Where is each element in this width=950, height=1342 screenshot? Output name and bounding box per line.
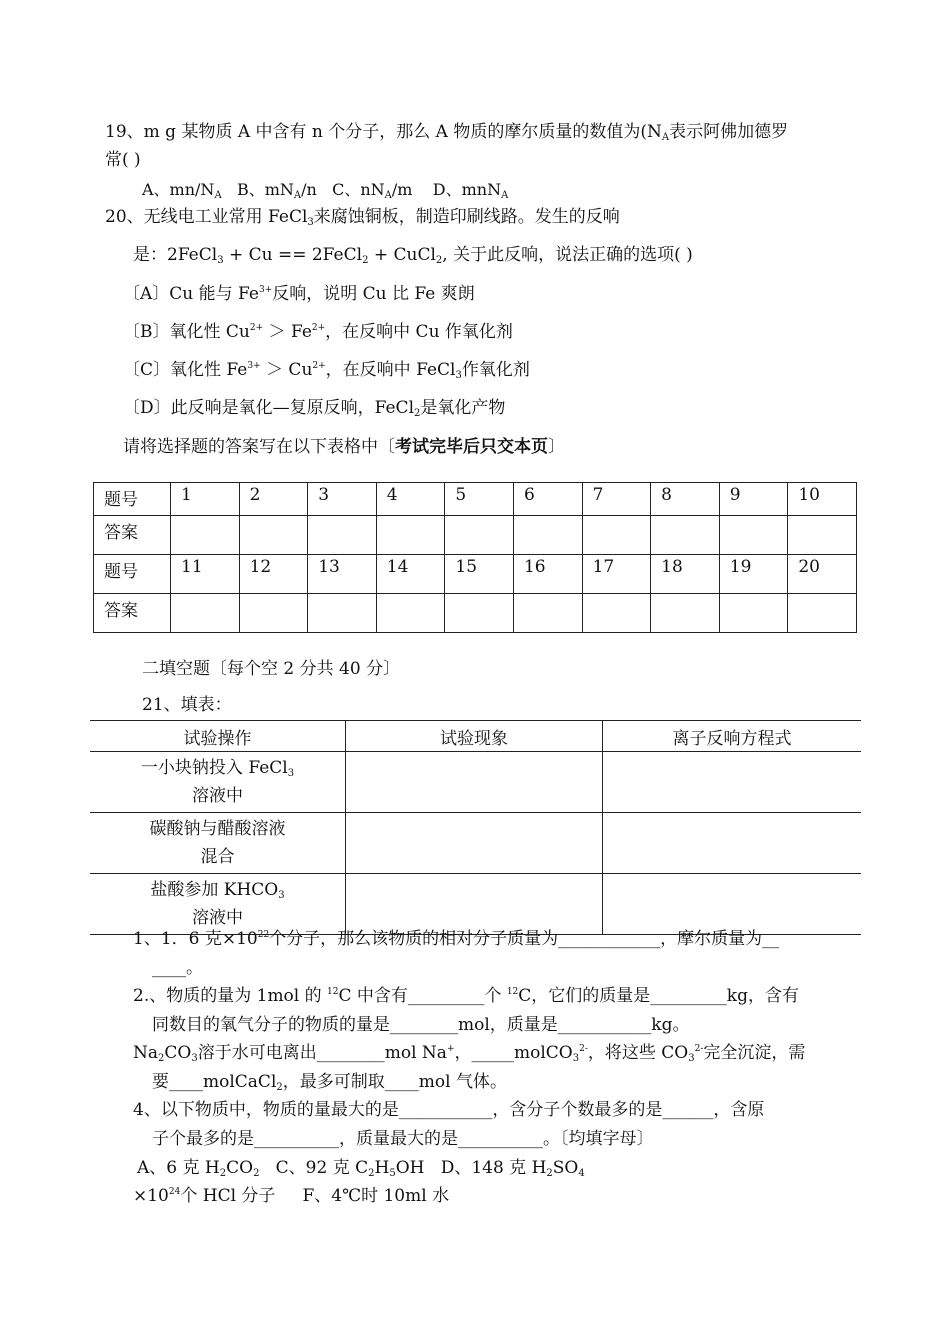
problem-4-options xyxy=(137,1157,585,1179)
answer-cell[interactable] xyxy=(171,516,240,555)
equation-cell[interactable] xyxy=(603,813,862,874)
answer-cell[interactable] xyxy=(308,594,377,633)
phenomenon-cell[interactable] xyxy=(346,752,603,813)
answer-cell[interactable] xyxy=(239,516,308,555)
option-e: $\times 10^{24}$个 HCl 分子 xyxy=(133,1186,276,1206)
section-title: 二填空题〔每个空 2 分共 40 分〕 xyxy=(142,659,401,679)
question-number: 17 xyxy=(582,555,651,594)
q19-options xyxy=(142,179,508,201)
answer-cell[interactable] xyxy=(376,594,445,633)
q19-option-c: C、$nN_A/m$ xyxy=(332,180,413,201)
answer-cell[interactable] xyxy=(582,516,651,555)
table-row xyxy=(94,516,857,555)
question-number: 7 xyxy=(582,483,651,516)
column-header: 试验现象 xyxy=(346,721,603,752)
answer-cell[interactable] xyxy=(582,594,651,633)
answer-cell[interactable] xyxy=(376,516,445,555)
option-d: D、148 克 $H_2SO_4$ xyxy=(440,1158,585,1179)
question-number: 11 xyxy=(171,555,240,594)
problem-2-cont: 同数目的氧气分子的物质的量是________mol，质量是___________kg。 xyxy=(152,1015,690,1035)
question-number: 8 xyxy=(651,483,720,516)
problem-4: 4、以下物质中，物质的量最大的是___________，含分子个数最多的是______，含原 xyxy=(133,1100,765,1120)
row-label: 答案 xyxy=(94,594,171,633)
table-row xyxy=(94,594,857,633)
question-number: 6 xyxy=(513,483,582,516)
operation-cell: 碳酸钠与醋酸溶液 混合 xyxy=(90,813,346,874)
column-header: 试验操作 xyxy=(90,721,346,752)
problem-1: 1、1．6 克$\times 10^{22}$个分子，那么该物质的相对分子质量为____________，摩尔质量为__ xyxy=(133,929,780,949)
question-number: 18 xyxy=(651,555,720,594)
equation-cell[interactable] xyxy=(603,752,862,813)
answer-cell[interactable] xyxy=(171,594,240,633)
question-number: 10 xyxy=(788,483,857,516)
q20-option-b: 〔B〕氧化性 $Cu^{2+} > Fe^{2+}$，在反响中 Cu 作氧化剂 xyxy=(123,322,513,342)
column-header: 离子反响方程式 xyxy=(603,721,862,752)
q20-stem: 20、无线电工业常用 FeCl$_3$来腐蚀铜板，制造印刷线路。发生的反响 xyxy=(105,207,620,228)
answer-cell[interactable] xyxy=(445,594,514,633)
option-a: A、6 克 $H_2CO_2$ xyxy=(137,1158,260,1179)
answer-cell[interactable] xyxy=(651,516,720,555)
question-number: 5 xyxy=(445,483,514,516)
row-label: 答案 xyxy=(94,516,171,555)
table-row xyxy=(90,813,861,874)
problem-3-cont: 要____molCaCl$_2$，最多可制取____mol 气体。 xyxy=(152,1072,507,1093)
operation-cell: 一小块钠投入 FeCl$_3$ 溶液中 xyxy=(90,752,346,813)
q21-table xyxy=(90,720,861,935)
operation-cell: 盐酸参加 $KHCO_3$ 溶液中 xyxy=(90,874,346,935)
q19-stem: 19、m g 某物质 A 中含有 n 个分子，那么 A 物质的摩尔质量的数值为($N_A$表示阿佛加德罗 xyxy=(105,122,789,143)
phenomenon-cell[interactable] xyxy=(346,874,603,935)
q20-option-a: 〔A〕Cu 能与 $Fe^{3+}$反响，说明 Cu 比 Fe 爽朗 xyxy=(123,284,475,304)
table-row xyxy=(90,752,861,813)
answer-cell[interactable] xyxy=(445,516,514,555)
answer-cell[interactable] xyxy=(513,594,582,633)
q19-option-b: B、$mN_A/n$ xyxy=(236,180,317,201)
q19-stem-cont: 常( ) xyxy=(105,150,141,170)
table-row xyxy=(94,483,857,516)
question-number: 16 xyxy=(513,555,582,594)
answer-cell[interactable] xyxy=(239,594,308,633)
q19-option-a: A、$mn/N_A$ xyxy=(142,180,222,201)
answer-cell[interactable] xyxy=(308,516,377,555)
answer-instruction: 请将选择题的答案写在以下表格中〔考试完毕后只交本页〕 xyxy=(123,437,565,457)
answer-cell[interactable] xyxy=(788,516,857,555)
question-number: 3 xyxy=(308,483,377,516)
answer-cell[interactable] xyxy=(788,594,857,633)
question-number: 1 xyxy=(171,483,240,516)
table-header-row xyxy=(90,721,861,752)
question-number: 13 xyxy=(308,555,377,594)
answer-cell[interactable] xyxy=(651,594,720,633)
question-number: 15 xyxy=(445,555,514,594)
row-label: 题号 xyxy=(94,555,171,594)
q19-option-d: D、mnN$_A$ xyxy=(432,180,509,201)
question-number: 4 xyxy=(376,483,445,516)
q21-label: 21、填表： xyxy=(142,695,232,715)
question-number: 12 xyxy=(239,555,308,594)
problem-2: 2.、物质的量为 1mol 的 $^{12}$C 中含有_________个 $^{12}$C，它们的质量是_________kg，含有 xyxy=(133,986,799,1006)
answer-cell[interactable] xyxy=(719,516,788,555)
answer-cell[interactable] xyxy=(513,516,582,555)
question-number: 14 xyxy=(376,555,445,594)
row-label: 题号 xyxy=(94,483,171,516)
q20-option-d: 〔D〕此反响是氧化—复原反响，FeCl$_2$是氧化产物 xyxy=(123,398,506,419)
phenomenon-cell[interactable] xyxy=(346,813,603,874)
problem-4-options-2 xyxy=(133,1185,449,1207)
answer-table xyxy=(93,482,857,633)
table-row xyxy=(90,874,861,935)
answer-cell[interactable] xyxy=(719,594,788,633)
problem-4-cont: 子个最多的是__________，质量最大的是__________。〔均填字母〕 xyxy=(152,1129,654,1149)
problem-1-cont: ____。 xyxy=(152,958,203,978)
q20-option-c: 〔C〕氧化性 $Fe^{3+} > Cu^{2+}$，在反响中 FeCl$_3$作氧化剂 xyxy=(123,360,530,381)
question-number: 2 xyxy=(239,483,308,516)
equation-cell[interactable] xyxy=(603,874,862,935)
question-number: 19 xyxy=(719,555,788,594)
option-f: F、4℃时 10ml 水 xyxy=(302,1186,450,1206)
q20-equation: 是：2FeCl$_3$ + Cu == 2FeCl$_2$ + CuCl$_2$, 关于此反响，说法正确的选项( ) xyxy=(133,245,693,266)
question-number: 9 xyxy=(719,483,788,516)
table-row xyxy=(94,555,857,594)
problem-3: $Na_2CO_3$溶于水可电离出________mol Na+，_____molCO$_3^{2-}$，将这些 $CO_3^{2-}$完全沉淀，需 xyxy=(133,1043,806,1064)
option-c: C、92 克 $C_2H_5OH$ xyxy=(275,1158,425,1179)
question-number: 20 xyxy=(788,555,857,594)
